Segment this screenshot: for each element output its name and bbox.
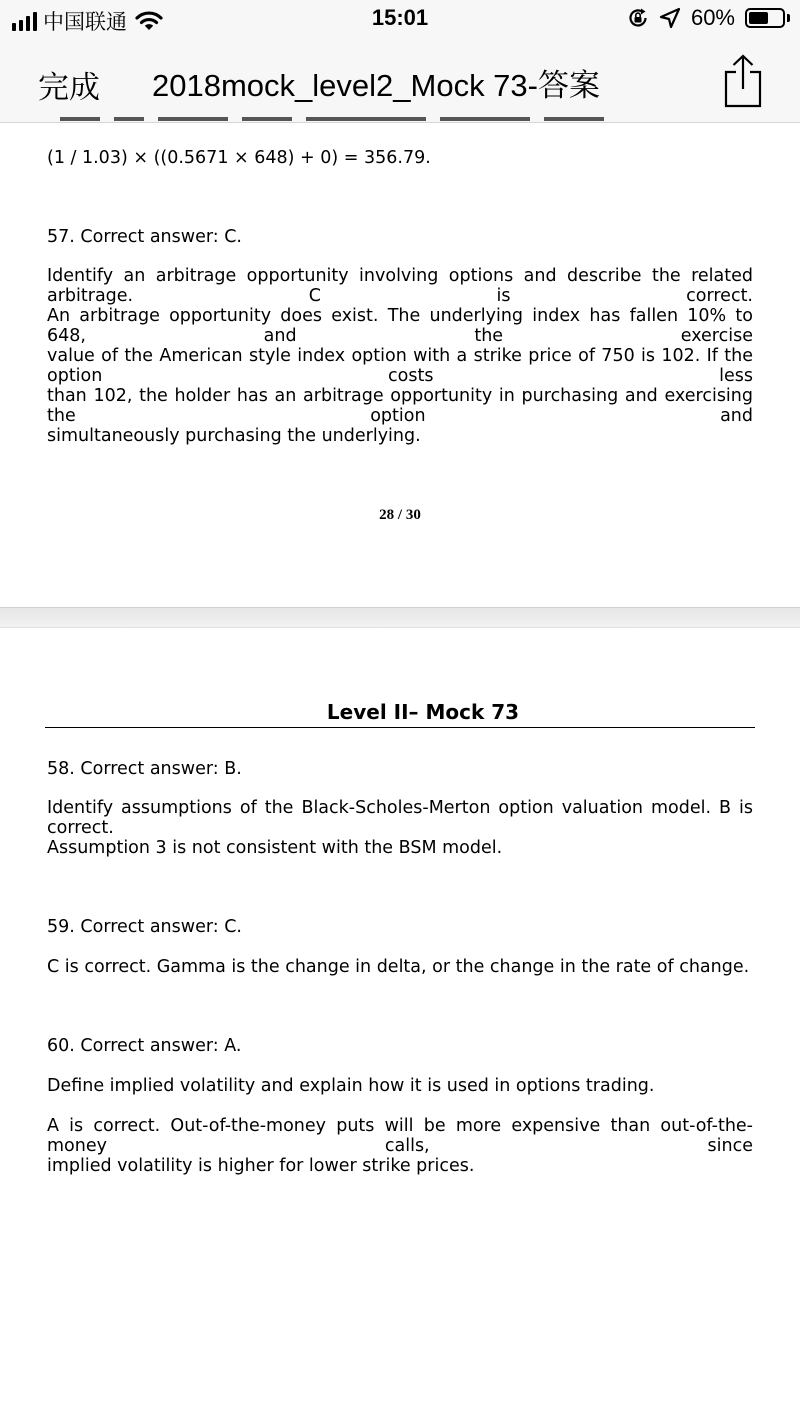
status-left: [12, 6, 163, 36]
battery-icon: [745, 8, 785, 28]
q60-heading: 60. Correct answer: A.: [47, 1036, 242, 1056]
status-bar: [0, 0, 800, 40]
battery-tip: [787, 14, 790, 22]
nav-bar: [0, 40, 800, 123]
q60-line-1: Define implied volatility and explain how it is used in options trading.: [47, 1076, 655, 1096]
q57-line-4: than 102, the holder has an arbitrage opportunity in purchasing and exercising the option and: [47, 386, 753, 426]
q58-heading: 58. Correct answer: B.: [47, 759, 242, 779]
q57-line-3: value of the American style index option with a strike price of 750 is 102. If the option costs less: [47, 346, 753, 386]
carrier-label: 中国联通: [43, 10, 127, 34]
battery-percent: 60%: [690, 5, 735, 30]
status-right: [627, 5, 790, 31]
cut-off-text-line: [60, 117, 620, 121]
page-header-title: Level II– Mock 73: [326, 700, 520, 724]
done-button[interactable]: 完成: [38, 62, 100, 107]
share-icon: [722, 54, 764, 108]
signal-icon: [12, 11, 37, 31]
header-rule: [45, 727, 755, 728]
rotation-lock-icon: [627, 7, 649, 29]
page-number: 28 / 30: [379, 507, 421, 523]
document-title: 2018mock_level2_Mock 73-答案: [152, 68, 600, 103]
q57-line-2: An arbitrage opportunity does exist. The underlying index has fallen 10% to 648, and the exercise: [47, 306, 753, 346]
q57-line-1: Identify an arbitrage opportunity involving options and describe the related arbitrage. C is correct.: [47, 266, 753, 306]
wifi-icon: [135, 10, 163, 32]
battery-fill: [749, 12, 768, 24]
page-separator: [0, 607, 800, 628]
q59-heading: 59. Correct answer: C.: [47, 917, 242, 937]
location-arrow-icon: [659, 7, 681, 29]
share-button[interactable]: [722, 54, 764, 108]
q57-heading: 57. Correct answer: C.: [47, 227, 242, 247]
q60-line-3: implied volatility is higher for lower strike prices.: [47, 1156, 475, 1176]
q58-line-2: Assumption 3 is not consistent with the BSM model.: [47, 838, 503, 858]
q59-line-1: C is correct. Gamma is the change in delta, or the change in the rate of change.: [47, 957, 750, 977]
q58-line-1: Identify assumptions of the Black-Scholes-Merton option valuation model. B is correct.: [47, 798, 753, 838]
q57-line-5: simultaneously purchasing the underlying.: [47, 426, 421, 446]
clock: 15:01: [371, 5, 429, 30]
formula-line: (1 / 1.03) × ((0.5671 × 648) + 0) = 356.79.: [47, 148, 431, 168]
q60-line-2: A is correct. Out-of-the-money puts will be more expensive than out-of-the-money calls, since: [47, 1116, 753, 1156]
